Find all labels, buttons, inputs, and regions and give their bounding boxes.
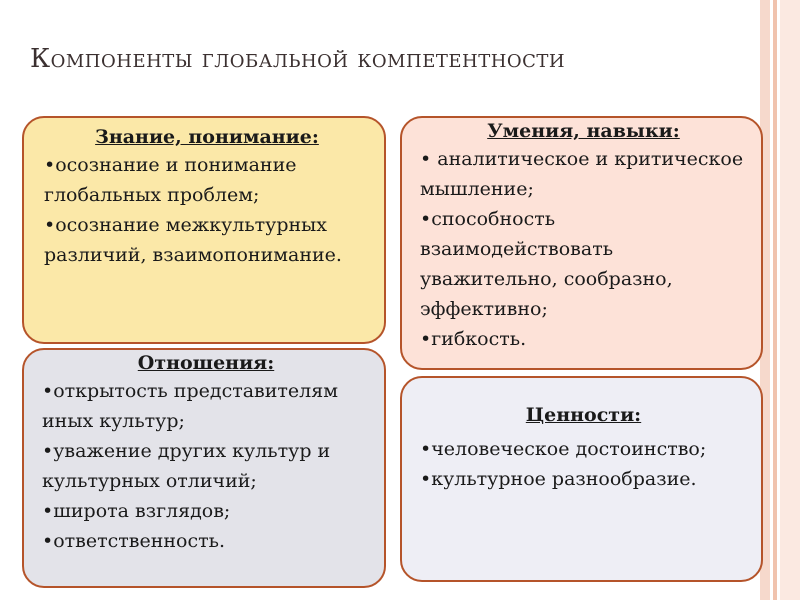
knowledge-heading: Знание, понимание:	[95, 126, 319, 148]
attitudes-card	[22, 348, 386, 588]
decorative-stripe	[780, 0, 800, 600]
decorative-stripe	[773, 0, 777, 600]
skills-list	[420, 144, 747, 354]
knowledge-card	[22, 116, 386, 344]
skills-heading: Умения, навыки:	[487, 120, 680, 142]
attitudes-heading: Отношения:	[137, 352, 275, 374]
list-item: •широта взглядов;	[42, 500, 231, 522]
list-item: •способность взаимодействовать уважительно, сообразно, эффективно;	[420, 208, 673, 320]
skills-card	[400, 116, 763, 370]
values-list	[420, 434, 747, 494]
knowledge-list	[44, 150, 370, 270]
list-item: •уважение других культур и культурных отличий;	[42, 440, 331, 492]
list-item: •осознание и понимание глобальных проблем;	[44, 154, 297, 206]
slide-title: Компоненты глобальной компетентности	[30, 44, 566, 74]
list-item: •человеческое достоинство;	[420, 438, 707, 460]
list-item: •культурное разнообразие.	[420, 468, 697, 490]
list-item: • аналитическое и критическое мышление;	[420, 148, 744, 200]
attitudes-list	[42, 376, 370, 556]
list-item: •ответственность.	[42, 530, 226, 552]
list-item: •открытость представителям иных культур;	[42, 380, 339, 432]
values-heading: Ценности:	[525, 404, 642, 426]
list-item: •осознание межкультурных различий, взаимопонимание.	[44, 214, 342, 266]
list-item: •гибкость.	[420, 328, 527, 350]
values-card	[400, 376, 763, 582]
